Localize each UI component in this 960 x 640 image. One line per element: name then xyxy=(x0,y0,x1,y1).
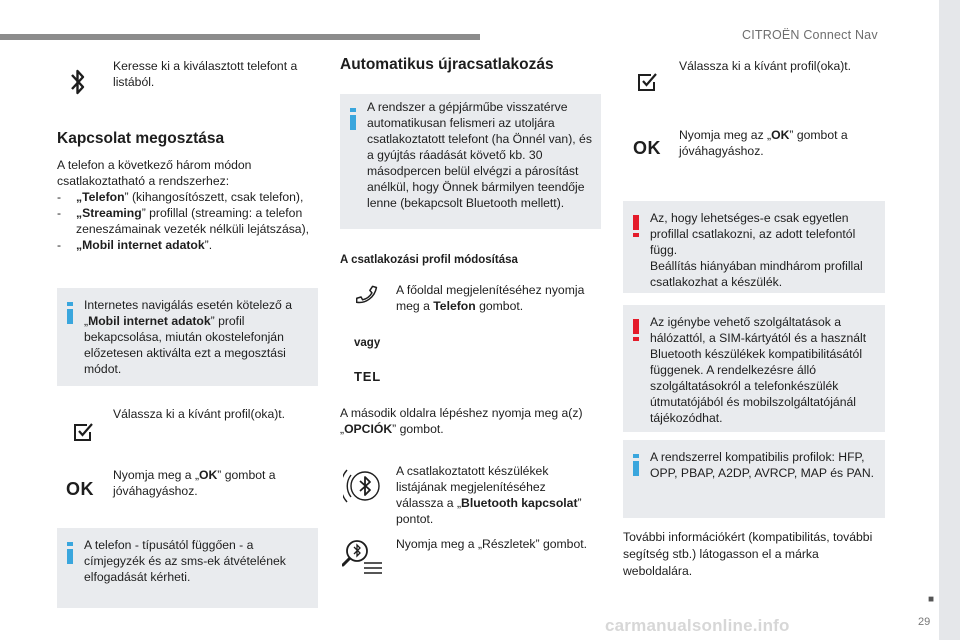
bluetooth-select-text: A csatlakoztatott készülékek listájának megjelenítéséhez válassza a „Bluetooth kapcsolat” pontot. xyxy=(396,464,582,526)
list-item: - „Mobil internet adatok”. xyxy=(57,238,213,252)
list-item: - „Streaming” profillal (streaming: a telefon zeneszámainak vezeték nélküli lejátszása), xyxy=(57,206,310,236)
warning-icon xyxy=(633,319,639,341)
or-label: vagy xyxy=(354,337,381,349)
info-box-internet xyxy=(57,288,318,386)
select-profile-text: Válassza ki a kívánt profil(oka)t. xyxy=(113,407,286,421)
header-rule xyxy=(0,34,480,40)
options-text: A második oldalra lépéshez nyomja meg a(z) „OPCIÓK” gombot. xyxy=(340,406,583,436)
ok-icon: OK xyxy=(66,479,94,499)
phone-button-text: A főoldal megjelenítéséhez nyomja meg a Telefon gombot. xyxy=(396,283,585,313)
bluetooth-connection-icon xyxy=(343,464,387,508)
warning-icon xyxy=(633,215,639,237)
watermark: carmanualsonline.info xyxy=(605,616,790,635)
info-icon xyxy=(67,542,73,564)
info-text: Internetes navigálás esetén kötelező a „Mobil internet adatok” profil bekapcsolása, miután okostelefonján előzetesen aktiválta ezt a megosztási módot. xyxy=(84,298,293,376)
list-item: - „Telefon” (kihangosítószett, csak telefon), xyxy=(57,190,304,204)
page-side-strip xyxy=(939,0,960,640)
info-text: A telefon - típusától függően - a címjegyzék és az sms-ek átvételének elfogadását kérheti. xyxy=(84,538,286,584)
warning-text: Az igénybe vehető szolgáltatások a hálózattól, a SIM-kártyától és a használt Bluetooth készülékek kompatibilitásától függenek. A rendelkezésre álló szolgáltatásokról a telefonkészülék útmutatójából és mobilszolgáltatójánál tájékozódhat. xyxy=(650,315,867,425)
info-icon xyxy=(350,108,356,130)
warning-text: Az, hogy lehetséges-e csak egyetlen profillal csatlakozni, az adott telefontól függ. Beállítás hiányában mindhárom profillal csatlakozhat a készülék. xyxy=(650,211,863,289)
info-text: A rendszerrel kompatibilis profilok: HFP, OPP, PBAP, A2DP, AVRCP, MAP és PAN. xyxy=(650,450,875,480)
ok-icon: OK xyxy=(633,138,661,158)
page-marker: ■ xyxy=(928,594,935,605)
info-box-contacts xyxy=(57,528,318,608)
details-search-icon xyxy=(342,536,384,578)
bluetooth-icon xyxy=(70,66,86,98)
checkbox-icon xyxy=(73,422,95,442)
info-box-profiles xyxy=(623,440,885,518)
warning-box-services xyxy=(623,305,885,432)
select-profile-text: Válassza ki a kívánt profil(oka)t. xyxy=(679,59,852,73)
auto-reconnect-heading: Automatikus újracsatlakozás xyxy=(340,56,554,73)
info-icon xyxy=(633,454,639,476)
share-heading: Kapcsolat megosztása xyxy=(57,130,225,147)
profile-change-heading: A csatlakozási profil módosítása xyxy=(340,254,518,266)
brand-title: CITROËN Connect Nav xyxy=(742,28,878,42)
share-list xyxy=(57,189,319,253)
page-number: 29 xyxy=(918,616,931,628)
warning-box-profile xyxy=(623,201,885,293)
checkbox-icon xyxy=(637,72,659,92)
info-text: A rendszer a gépjárműbe visszatérve automatikusan felismeri az utoljára csatlakoztatott telefont (ha Önnél van), és a gyújtás ráadását követő kb. 30 másodpercen belül elvégzi a párosítást anélkül, hogy Önnek bármilyen teendője lenne (bekapcsolt Bluetooth mellett). xyxy=(367,100,592,210)
more-info-text: További információkért (kompatibilitás, további segítség stb.) látogasson el a márka weboldalára. xyxy=(623,530,873,578)
share-intro: A telefon a következő három módon csatlakoztatható a rendszerhez: xyxy=(57,158,252,188)
ok-confirm-text: Nyomja meg a „OK” gombot a jóváhagyáshoz. xyxy=(113,468,276,498)
details-text: Nyomja meg a „Részletek” gombot. xyxy=(396,537,588,551)
ok-confirm-text: Nyomja meg az „OK” gombot a jóváhagyáshoz. xyxy=(679,128,848,158)
info-icon xyxy=(67,302,73,324)
tel-button-label: TEL xyxy=(354,369,381,384)
info-box-auto xyxy=(340,94,601,229)
phone-handset-icon xyxy=(356,284,378,306)
select-phone-text: Keresse ki a kiválasztott telefont a listából. xyxy=(113,59,298,89)
